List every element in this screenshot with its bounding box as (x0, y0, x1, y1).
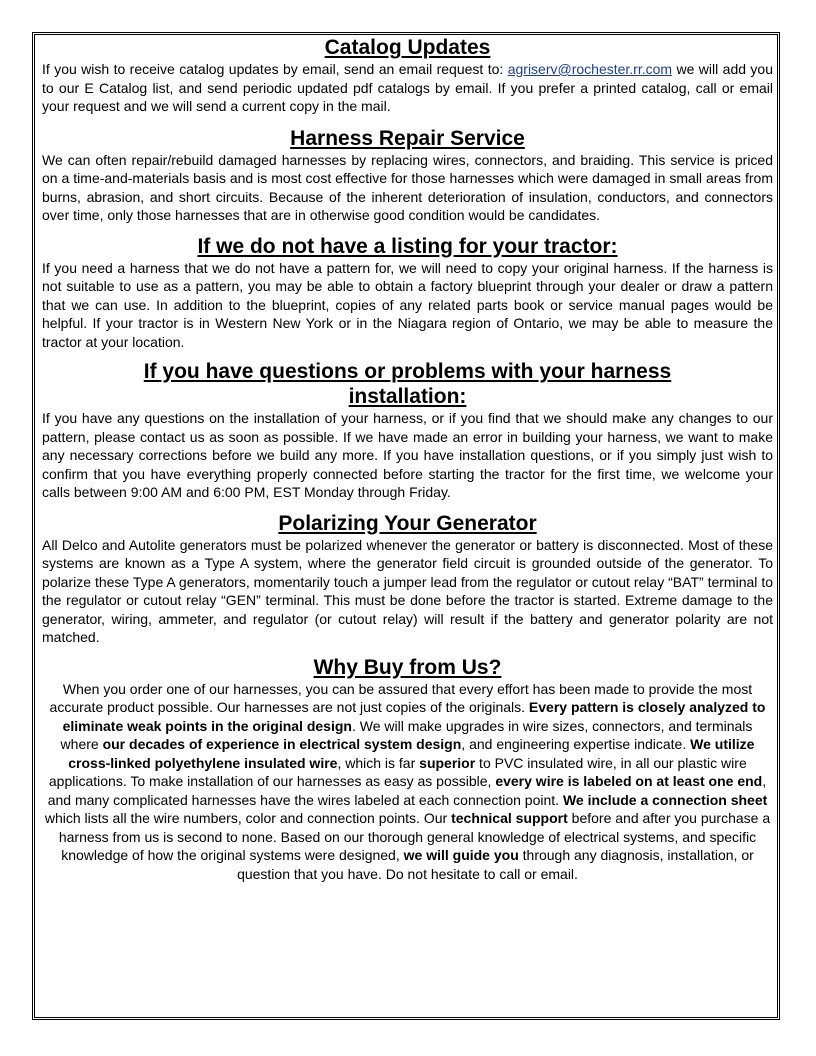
why-buy-emphasis: We utilize cross-linked polyethylene insulated wire (68, 736, 755, 771)
why-buy-emphasis: our decades of experience in electrical system design (102, 736, 462, 752)
catalog-text-before-email: If you wish to receive catalog updates by email, send an email request to: (42, 61, 508, 77)
email-link[interactable]: agriserv@rochester.rr.com (507, 61, 673, 77)
why-buy-segment: , and engineering expertise indicate. (461, 736, 691, 752)
why-buy-emphasis: We include a connection sheet (562, 791, 768, 808)
no-listing-section (42, 234, 773, 352)
why-buy-segment: through any diagnosis, installation, or question that you have. Do not hesitate to call or email. (237, 847, 754, 882)
catalog-updates-section (42, 35, 773, 116)
polarizing-heading: Polarizing Your Generator (278, 511, 537, 535)
harness-repair-text: We can often repair/rebuild damaged harnesses by replacing wires, connectors, and braiding. This service is priced on a time-and-materials basis and is most cost effective for those harnesses which were damaged in small areas from burns, abrasion, and short circuits. Because of the inherent deterioration of insulation, conductors, and connectors over time, only those harnesses that are in otherwise good condition would be candidates. (42, 151, 773, 223)
questions-heading: If you have questions or problems with your harness installation: (143, 360, 672, 408)
polarizing-text: All Delco and Autolite generators must be polarized whenever the generator or battery is disconnected. Most of these systems are known as a Type A system, where the generator field circuit is grounded outside of the generator. To polarize these Type A generators, momentarily touch a jumper lead from the regulator or cutout relay “BAT” terminal to the regulator or cutout relay “GEN” terminal. This must be done before the tractor is started. Extreme damage to the generator, wiring, ammeter, and regulator (or cutout relay) will result if the battery and generator polarity are not matched. (42, 536, 773, 645)
polarizing-section (42, 511, 773, 647)
document-body (42, 35, 773, 883)
why-buy-heading: Why Buy from Us? (313, 655, 502, 679)
catalog-updates-text (42, 60, 773, 116)
why-buy-text (42, 680, 773, 884)
why-buy-segment: , which is far (337, 754, 420, 771)
catalog-updates-heading: Catalog Updates (324, 36, 491, 59)
questions-text: If you have any questions on the installation of your harness, or if you find that we should make any changes to our pattern, please contact us as soon as possible. If we have made an error in building your harness, we want to make any necessary corrections before we build any more. If you have installation questions, or if you simply just wish to confirm that you have everything properly connected before starting the tractor for the first time, we welcome your calls between 9:00 AM and 6:00 PM, EST Monday through Friday. (42, 410, 773, 500)
harness-repair-heading: Harness Repair Service (290, 126, 525, 150)
why-buy-segment: which lists all the wire numbers, color and connection points. Our (44, 810, 452, 826)
why-buy-emphasis: technical support (451, 810, 568, 826)
why-buy-segment: . We will make upgrades in wire sizes, connectors, and terminals where (60, 717, 753, 752)
why-buy-segment: to PVC insulated wire, in all our plastic wire applications. To make installation of our harnesses as easy as possible, (48, 754, 747, 789)
why-buy-segment: , and many complicated harnesses have the wires labeled at each connection point. (47, 773, 767, 808)
why-buy-segment: before and after you purchase a harness from us is second to none. Based on our thorough general knowledge of electrical systems, and specific knowledge of how the original systems were designed, (58, 810, 771, 863)
no-listing-text: If you need a harness that we do not have a pattern for, we will need to copy your original harness. If the harness is not suitable to use as a pattern, you may be able to obtain a factory blueprint through your dealer or draw a pattern that we can use. In addition to the blueprint, copies of any related parts book or service manual pages would be helpful. If your tractor is in Western New York or in the Niagara region of Ontario, we may be able to measure the tractor at your location. (42, 259, 773, 350)
catalog-text-after-email: we will add you to our E Catalog list, and send periodic updated pdf catalogs by email. If you prefer a printed catalog, call or email your request and we will send a current copy in the mail. (42, 61, 773, 114)
why-buy-emphasis: we will guide you (403, 847, 519, 863)
why-buy-emphasis: superior (419, 754, 476, 771)
no-listing-heading: If we do not have a listing for your tractor: (197, 234, 618, 258)
why-buy-emphasis: Every pattern is closely analyzed to eliminate weak points in the original design (62, 699, 766, 734)
why-buy-emphasis: every wire is labeled on at least one end (495, 773, 763, 789)
harness-repair-section (42, 126, 773, 225)
why-buy-segment: When you order one of our harnesses, you can be assured that every effort has been made to provide the most accurate product possible. Our harnesses are not just copies of the originals. (49, 680, 753, 715)
why-buy-section (42, 655, 773, 884)
questions-section (42, 359, 773, 502)
